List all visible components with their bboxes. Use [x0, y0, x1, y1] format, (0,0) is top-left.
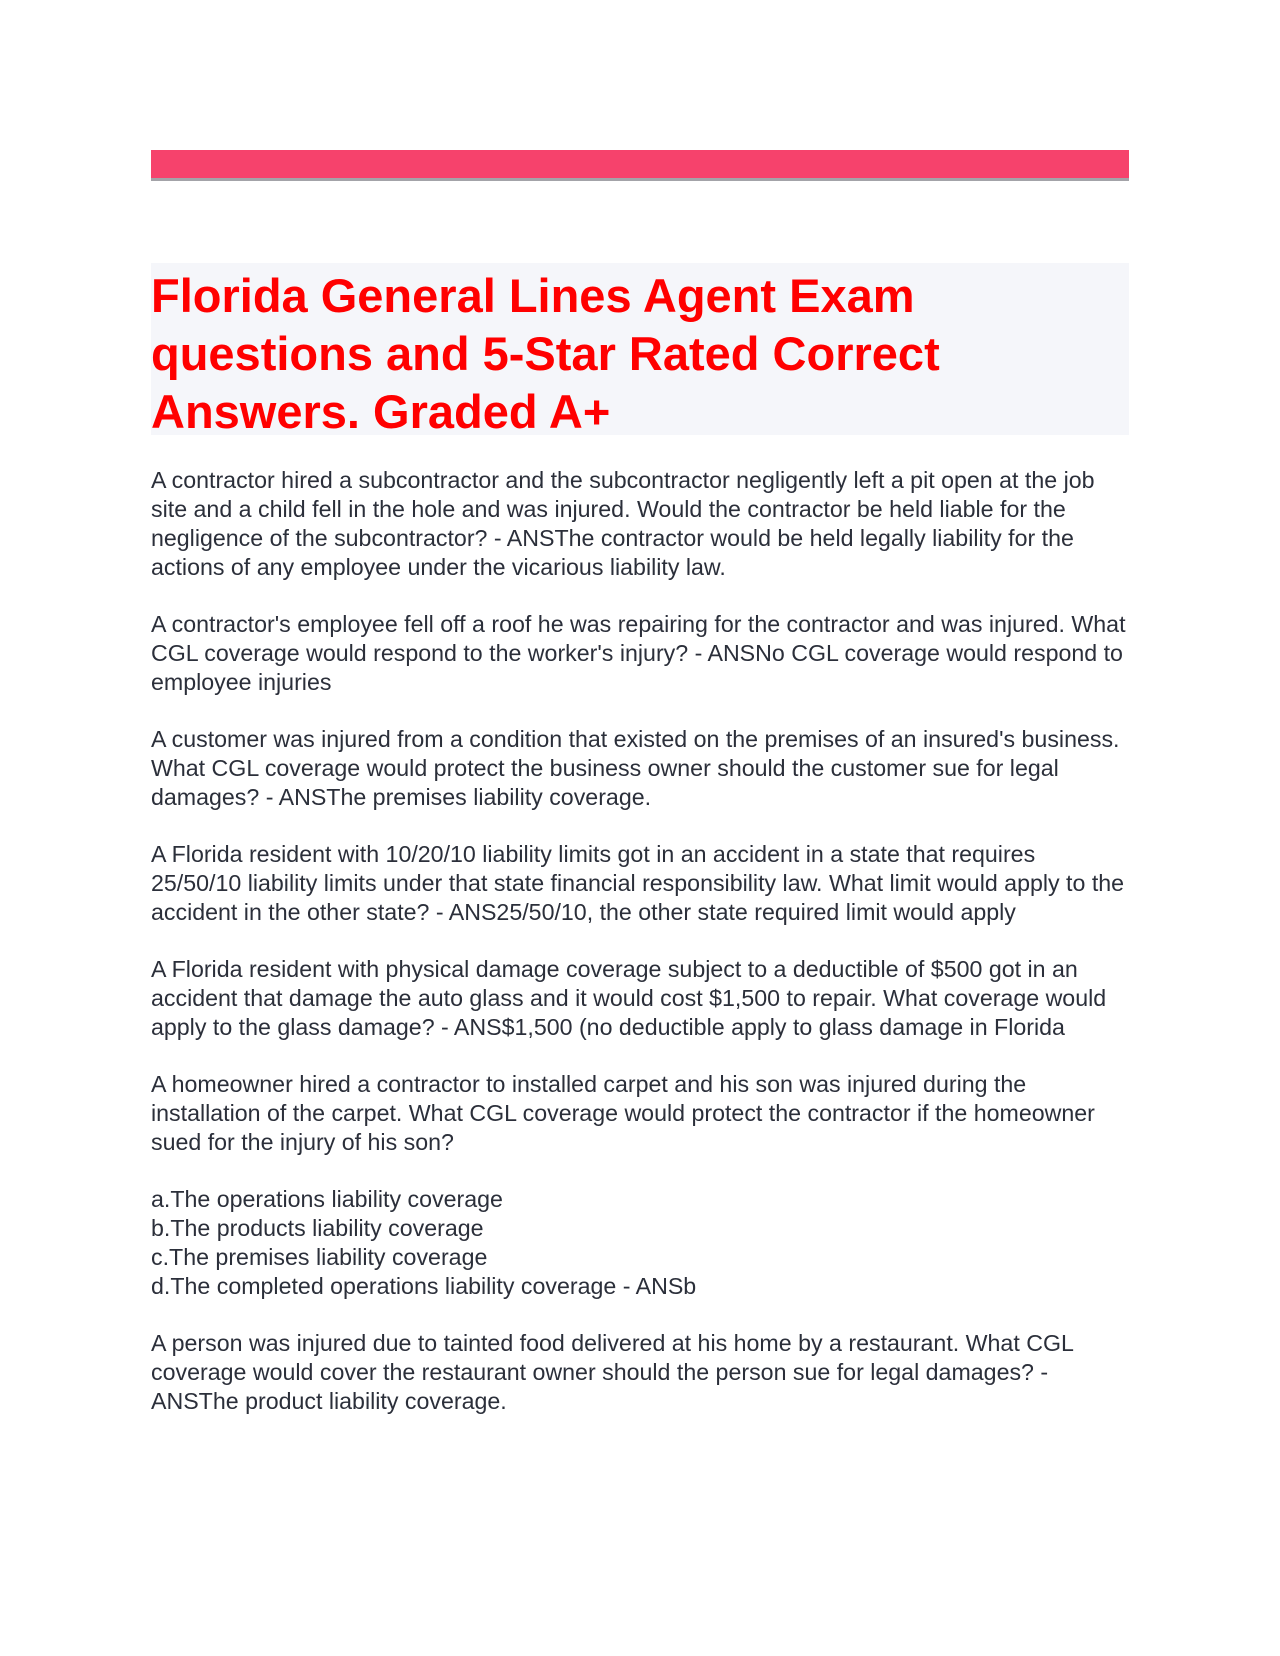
qa-paragraph-4: A Florida resident with 10/20/10 liability limits got in an accident in a state that requires 25/50/10 liability limits under that state financial responsibility law. What limit would apply to the accident in the other state? - ANS25/50/10, the other state required limit would apply	[151, 841, 1125, 925]
qa-paragraph-3: A customer was injured from a condition that existed on the premises of an insured's business. What CGL coverage would protect the business owner should the customer sue for legal damages? - ANSThe premises liability coverage.	[151, 726, 1120, 810]
header-accent-bar	[151, 150, 1129, 181]
qa-paragraph-7: A person was injured due to tainted food delivered at his home by a restaurant. What CGL coverage would cover the restaurant owner should the person sue for legal damages? - ANSThe product liability coverage.	[151, 1330, 1074, 1414]
document-title: Florida General Lines Agent Exam questions and 5-Star Rated Correct Answers. Graded A+	[151, 269, 940, 438]
qa-paragraph-2: A contractor's employee fell off a roof he was repairing for the contractor and was injured. What CGL coverage would respond to the worker's injury? - ANSNo CGL coverage would respond to employee injuries	[151, 611, 1126, 695]
document-body	[151, 466, 1129, 1444]
qa-paragraph-1: A contractor hired a subcontractor and the subcontractor negligently left a pit open at the job site and a child fell in the hole and was injured. Would the contractor be held liable for the negligence of the subcontractor? - ANSThe contractor would be held legally liability for the actions of any employee under the vicarious liability law.	[151, 467, 1095, 580]
qa-paragraph-6: A homeowner hired a contractor to installed carpet and his son was injured during the installation of the carpet. What CGL coverage would protect the contractor if the homeowner sued for the injury of his son?	[151, 1071, 1095, 1155]
qa-paragraph-5: A Florida resident with physical damage coverage subject to a deductible of $500 got in an accident that damage the auto glass and it would cost $1,500 to repair. What coverage would apply to the glass damage? - ANS$1,500 (no deductible apply to glass damage in Florida	[151, 956, 1107, 1040]
qa-options-list: a.The operations liability coverage b.The products liability coverage c.The premises liability coverage d.The completed operations liability coverage - ANSb	[151, 1186, 697, 1299]
title-block	[151, 263, 1129, 438]
